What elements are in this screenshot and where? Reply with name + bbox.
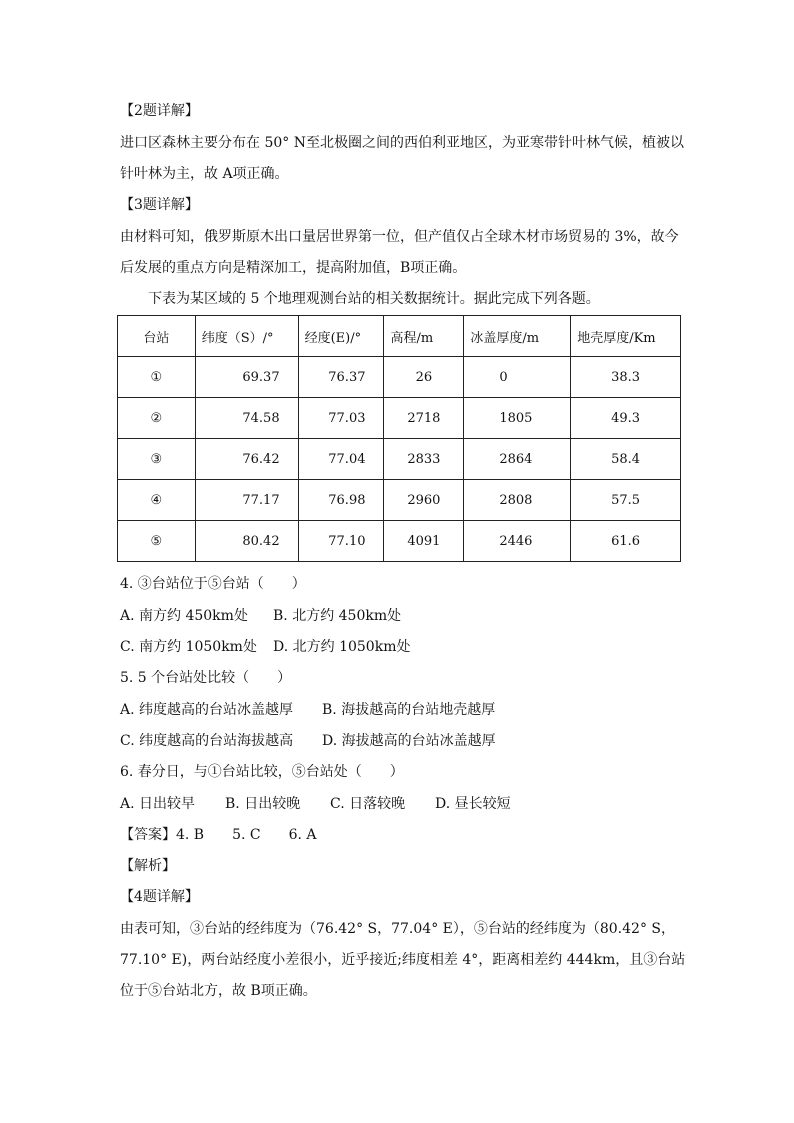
q6-option-a: A. 日出较早 (120, 796, 196, 812)
ice-thickness-cell: 2446 (464, 521, 571, 562)
latitude-cell: 74.58 (195, 398, 298, 439)
station-id: ① (118, 357, 196, 398)
latitude-cell: 80.42 (195, 521, 298, 562)
station-id: ③ (118, 439, 196, 480)
longitude-cell: 77.10 (298, 521, 384, 562)
crust-thickness-cell: 58.4 (571, 439, 681, 480)
crust-thickness-cell: 57.5 (571, 480, 681, 521)
crust-thickness-cell: 49.3 (571, 398, 681, 439)
table-row (118, 480, 681, 521)
station-id: ④ (118, 480, 196, 521)
header-station: 台站 (118, 316, 196, 357)
analysis-heading: 【解析】 (120, 858, 176, 874)
latitude-cell: 77.17 (195, 480, 298, 521)
elevation-cell: 26 (384, 357, 464, 398)
q4-option-c: C. 南方约 1050km处 (120, 639, 257, 655)
table-intro: 下表为某区域的 5 个地理观测台站的相关数据统计。据此完成下列各题。 (148, 291, 600, 307)
longitude-cell: 77.04 (298, 439, 384, 480)
q5-option-d: D. 海拔越高的台站冰盖越厚 (322, 733, 496, 749)
latitude-cell: 69.37 (195, 357, 298, 398)
crust-thickness-cell: 61.6 (571, 521, 681, 562)
longitude-cell: 77.03 (298, 398, 384, 439)
q5-stem: 5. 5 个台站处比较（ ） (120, 670, 292, 686)
longitude-cell: 76.37 (298, 357, 384, 398)
q6-option-b: B. 日出较晚 (225, 796, 301, 812)
longitude-cell: 76.98 (298, 480, 384, 521)
table-header-row (118, 316, 681, 357)
q2-heading: 【2题详解】 (120, 103, 199, 119)
station-data-table (117, 315, 681, 562)
q4-detail-line2: 77.10° E)，两台站经度小差很小，近乎接近;纬度相差 4°，距离相差约 444km，且③台站 (120, 952, 686, 968)
header-ice-thickness: 冰盖厚度/m (464, 316, 571, 357)
q4-detail-heading: 【4题详解】 (120, 889, 199, 905)
elevation-cell: 2833 (384, 439, 464, 480)
answer-line: 【答案】4. B 5. C 6. A (120, 827, 317, 843)
header-longitude: 经度(E)/° (298, 316, 384, 357)
q3-heading: 【3题详解】 (120, 197, 199, 213)
elevation-cell: 2960 (384, 480, 464, 521)
q4-stem: 4. ③台站位于⑤台站（ ） (120, 576, 306, 592)
table-row (118, 357, 681, 398)
elevation-cell: 2718 (384, 398, 464, 439)
header-crust-thickness: 地壳厚度/Km (571, 316, 681, 357)
header-latitude: 纬度（S）/° (195, 316, 298, 357)
table-row (118, 439, 681, 480)
q3-explanation-line2: 后发展的重点方向是精深加工，提高附加值，B项正确。 (120, 260, 467, 276)
q4-detail-line1: 由表可知，③台站的经纬度为（76.42° S，77.04° E），⑤台站的经纬度为（80.42° S， (120, 921, 675, 937)
ice-thickness-cell: 2808 (464, 480, 571, 521)
q4-option-a: A. 南方约 450km处 (120, 608, 248, 624)
q3-explanation-line1: 由材料可知，俄罗斯原木出口量居世界第一位，但产值仅占全球木材市场贸易的 3%，故今 (120, 229, 679, 245)
q4-detail-line3: 位于⑤台站北方，故 B项正确。 (120, 983, 317, 999)
q4-option-b: B. 北方约 450km处 (273, 608, 402, 624)
ice-thickness-cell: 1805 (464, 398, 571, 439)
crust-thickness-cell: 38.3 (571, 357, 681, 398)
header-elevation: 高程/m (384, 316, 464, 357)
q4-option-d: D. 北方约 1050km处 (273, 639, 411, 655)
ice-thickness-cell: 0 (464, 357, 571, 398)
q2-explanation-line1: 进口区森林主要分布在 50° N至北极圈之间的西伯利亚地区，为亚寒带针叶林气候，植被以 (120, 135, 684, 151)
latitude-cell: 76.42 (195, 439, 298, 480)
q6-stem: 6. 春分日，与①台站比较，⑤台站处（ ） (120, 764, 404, 780)
q2-explanation-line2: 针叶林为主，故 A项正确。 (120, 166, 289, 182)
station-id: ⑤ (118, 521, 196, 562)
ice-thickness-cell: 2864 (464, 439, 571, 480)
q5-option-b: B. 海拔越高的台站地壳越厚 (322, 702, 496, 718)
table-row (118, 521, 681, 562)
q5-option-a: A. 纬度越高的台站冰盖越厚 (120, 702, 294, 718)
q5-option-c: C. 纬度越高的台站海拔越高 (120, 733, 294, 749)
q6-option-c: C. 日落较晚 (330, 796, 406, 812)
table-row (118, 398, 681, 439)
station-id: ② (118, 398, 196, 439)
elevation-cell: 4091 (384, 521, 464, 562)
q6-option-d: D. 昼长较短 (435, 796, 511, 812)
